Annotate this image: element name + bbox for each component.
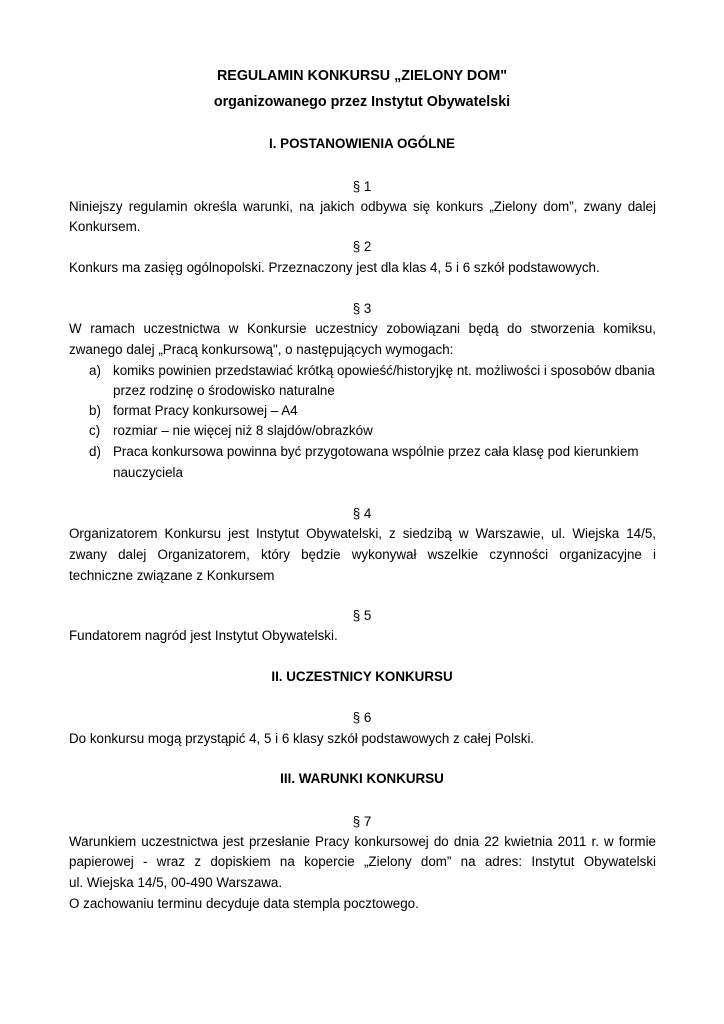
paragraph-4-line-1: Organizatorem Konkursu jest Instytut Obywatelski, z siedzibą w Warszawie, ul. Wiejska 14/5, bbox=[69, 526, 656, 541]
list-item-d-line-1: Praca konkursowa powinna być przygotowana wspólnie przez cała klasę pod kierunkiem bbox=[113, 444, 639, 459]
paragraph-3-line-1: W ramach uczestnictwa w Konkursie uczestnicy zobowiązani będą do stworzenia komiksu, bbox=[69, 321, 656, 336]
paragraph-mark-3: § 3 bbox=[352, 301, 372, 316]
paragraph-5-line-1: Fundatorem nagród jest Instytut Obywatelski. bbox=[69, 628, 338, 643]
paragraph-7-line-1: Warunkiem uczestnictwa jest przesłanie Pracy konkursowej do dnia 22 kwietnia 2011 r. w formie bbox=[69, 834, 656, 849]
paragraph-3-line-2: zwanego dalej „Pracą konkursową", o następujących wymogach: bbox=[69, 342, 454, 357]
paragraph-4-line-2: zwany dalej Organizatorem, który będzie wykonywał wszelkie czynności organizacyjne i bbox=[69, 547, 656, 562]
document-title: REGULAMIN KONKURSU „ZIELONY DOM" bbox=[216, 68, 508, 84]
document-subtitle: organizowanego przez Instytut Obywatelski bbox=[213, 94, 511, 110]
paragraph-1-line-2: Konkursem. bbox=[69, 219, 141, 234]
paragraph-1-line-1: Niniejszy regulamin określa warunki, na jakich odbywa się konkurs „Zielony dom”, zwany dalej bbox=[69, 199, 656, 214]
list-marker-c: c) bbox=[89, 423, 101, 438]
list-item-a-line-2: przez rodzinę o środowisko naturalne bbox=[113, 383, 335, 398]
paragraph-mark-7: § 7 bbox=[352, 814, 372, 829]
paragraph-6-line-1: Do konkursu mogą przystąpić 4, 5 i 6 klasy szkół podstawowych z całej Polski. bbox=[69, 731, 535, 746]
section-heading-conditions: III. WARUNKI KONKURSU bbox=[280, 771, 444, 786]
list-item-c: rozmiar – nie więcej niż 8 slajdów/obrazków bbox=[113, 423, 373, 438]
list-marker-a: a) bbox=[89, 363, 101, 378]
paragraph-mark-4: § 4 bbox=[352, 506, 372, 521]
list-item-d-line-2: nauczyciela bbox=[113, 465, 183, 480]
section-heading-participants: II. UCZESTNICY KONKURSU bbox=[271, 669, 453, 684]
list-marker-d: d) bbox=[89, 444, 101, 459]
section-heading-general: I. POSTANOWIENIA OGÓLNE bbox=[269, 136, 455, 151]
paragraph-7-line-3: ul. Wiejska 14/5, 00-490 Warszawa. bbox=[69, 875, 283, 890]
paragraph-mark-2: § 2 bbox=[352, 239, 372, 254]
paragraph-mark-1: § 1 bbox=[352, 179, 372, 194]
paragraph-2-line-1: Konkurs ma zasięg ogólnopolski. Przeznaczony jest dla klas 4, 5 i 6 szkół podstawowych. bbox=[69, 260, 600, 275]
paragraph-7-line-4: O zachowaniu terminu decyduje data stempla pocztowego. bbox=[69, 896, 419, 911]
paragraph-7-line-2: papierowej - wraz z dopiskiem na kopercie „Zielony dom” na adres: Instytut Obywatelski bbox=[69, 854, 656, 869]
list-marker-b: b) bbox=[89, 403, 101, 418]
paragraph-4-line-3: techniczne związane z Konkursem bbox=[69, 568, 275, 583]
list-item-a-line-1: komiks powinien przedstawiać krótką opowieść/historyjkę nt. możliwości i sposobów dbania bbox=[113, 363, 655, 378]
paragraph-mark-5: § 5 bbox=[352, 608, 372, 623]
list-item-b: format Pracy konkursowej – A4 bbox=[113, 403, 298, 418]
paragraph-mark-6: § 6 bbox=[352, 710, 372, 725]
